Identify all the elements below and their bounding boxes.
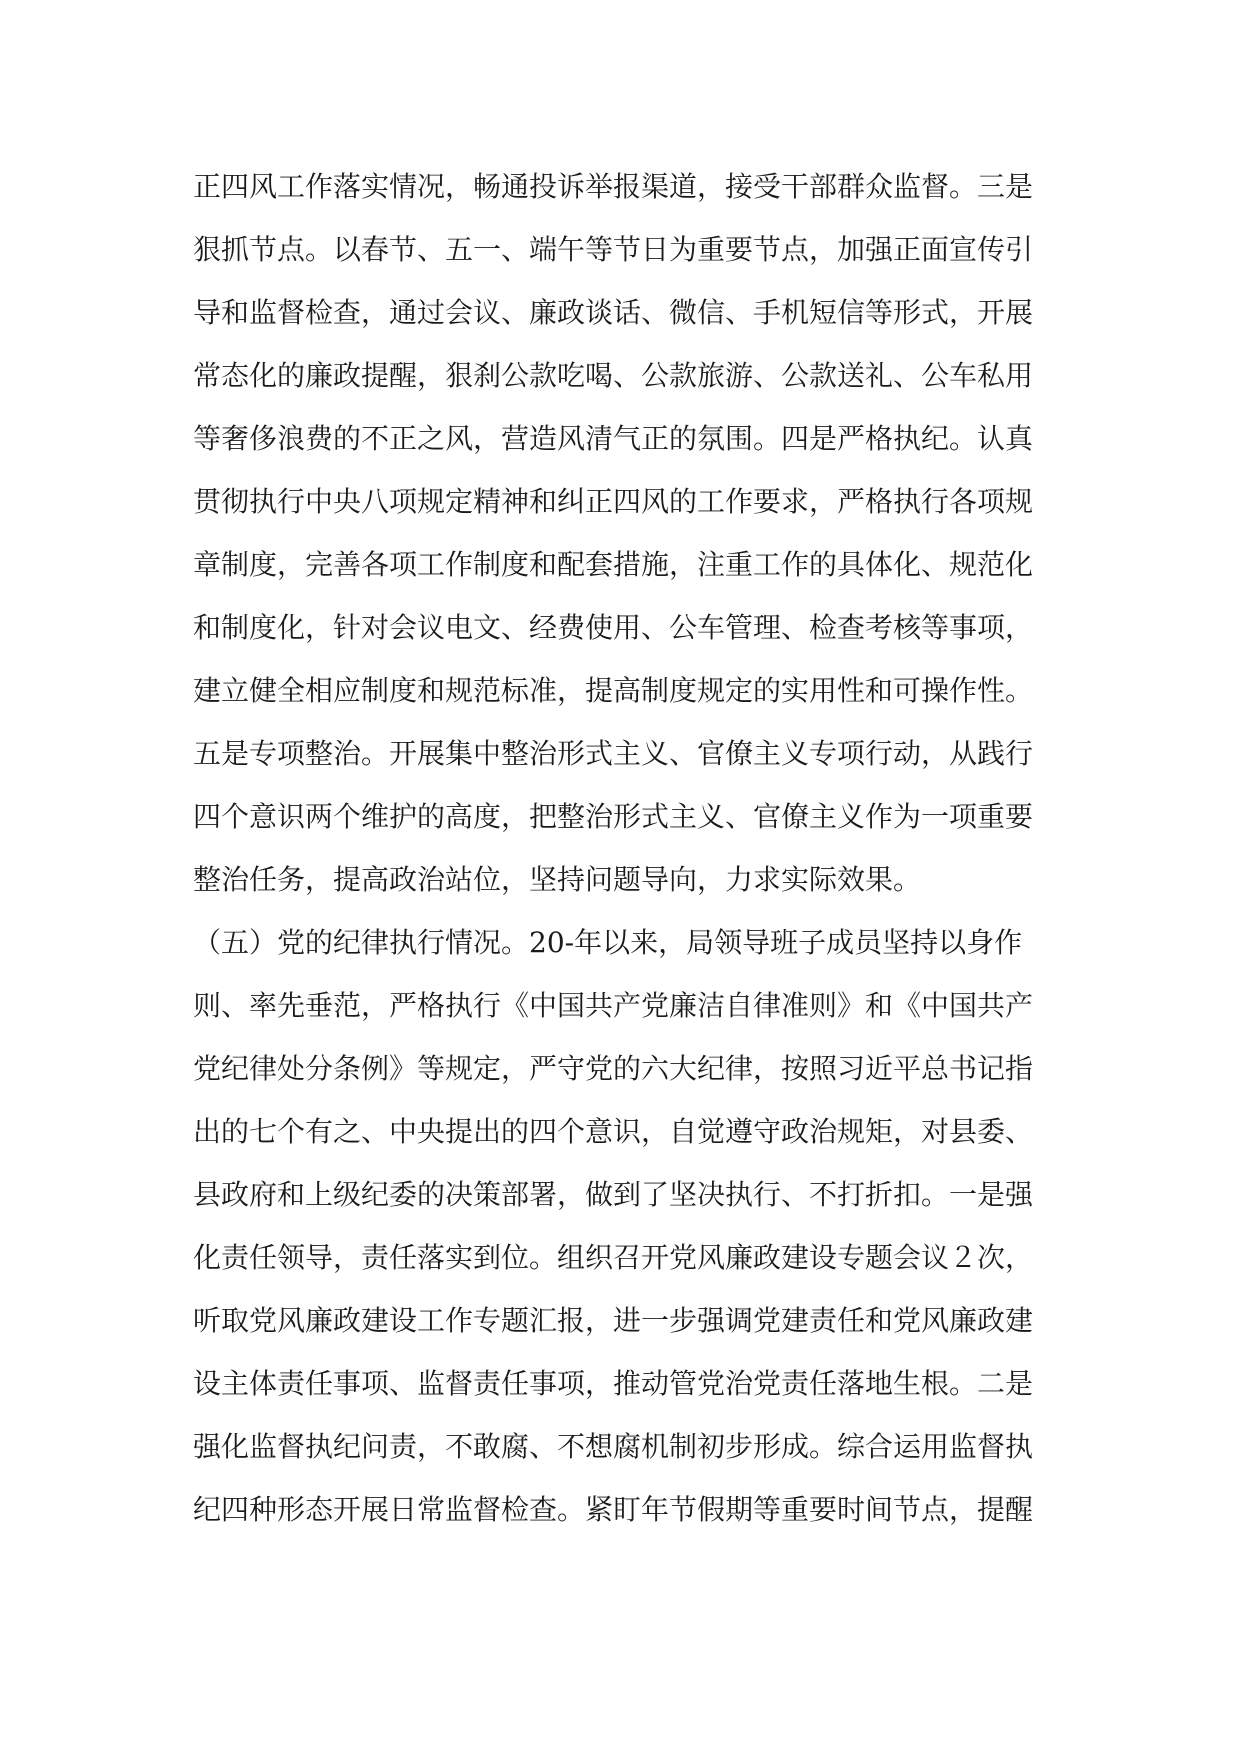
text-line: 和制度化，针对会议电文、经费使用、公车管理、检查考核等事项，	[193, 611, 1034, 644]
body-text	[193, 155, 1063, 1541]
text-line: 出的七个有之、中央提出的四个意识，自觉遵守政治规矩，对县委、	[193, 1115, 1034, 1148]
text-line: 等奢侈浪费的不正之风，营造风清气正的氛围。四是严格执纪。认真	[193, 422, 1034, 455]
text-line: 纪四种形态开展日常监督检查。紧盯年节假期等重要时间节点，提醒	[193, 1493, 1034, 1526]
text-line: 县政府和上级纪委的决策部署，做到了坚决执行、不打折扣。一是强	[193, 1178, 1034, 1211]
text-line: 狠抓节点。以春节、五一、端午等节日为重要节点，加强正面宣传引	[193, 233, 1034, 266]
text-line: 则、率先垂范，严格执行《中国共产党廉洁自律准则》和《中国共产	[193, 989, 1034, 1022]
text-line: 整治任务，提高政治站位，坚持问题导向，力求实际效果。	[193, 863, 922, 896]
text-line: 设主体责任事项、监督责任事项，推动管党治党责任落地生根。二是	[193, 1367, 1034, 1400]
text-line: 四个意识两个维护的高度，把整治形式主义、官僚主义作为一项重要	[193, 800, 1034, 833]
text-line: 贯彻执行中央八项规定精神和纠正四风的工作要求，严格执行各项规	[193, 485, 1034, 518]
text-line: 听取党风廉政建设工作专题汇报，进一步强调党建责任和党风廉政建	[193, 1304, 1034, 1337]
text-line: （五）党的纪律执行情况。20-年以来，局领导班子成员坚持以身作	[193, 926, 1023, 959]
text-line: 导和监督检查，通过会议、廉政谈话、微信、手机短信等形式，开展	[193, 296, 1034, 329]
text-line: 常态化的廉政提醒，狠刹公款吃喝、公款旅游、公款送礼、公车私用	[193, 359, 1034, 392]
text-line: 章制度，完善各项工作制度和配套措施，注重工作的具体化、规范化	[193, 548, 1034, 581]
text-line: 化责任领导，责任落实到位。组织召开党风廉政建设专题会议２次，	[193, 1241, 1034, 1274]
text-line: 建立健全相应制度和规范标准，提高制度规定的实用性和可操作性。	[193, 674, 1034, 707]
text-line: 强化监督执纪问责，不敢腐、不想腐机制初步形成。综合运用监督执	[193, 1430, 1034, 1463]
text-line: 党纪律处分条例》等规定，严守党的六大纪律，按照习近平总书记指	[193, 1052, 1034, 1085]
text-line: 正四风工作落实情况，畅通投诉举报渠道，接受干部群众监督。三是	[193, 170, 1034, 203]
text-line: 五是专项整治。开展集中整治形式主义、官僚主义专项行动，从践行	[193, 737, 1034, 770]
